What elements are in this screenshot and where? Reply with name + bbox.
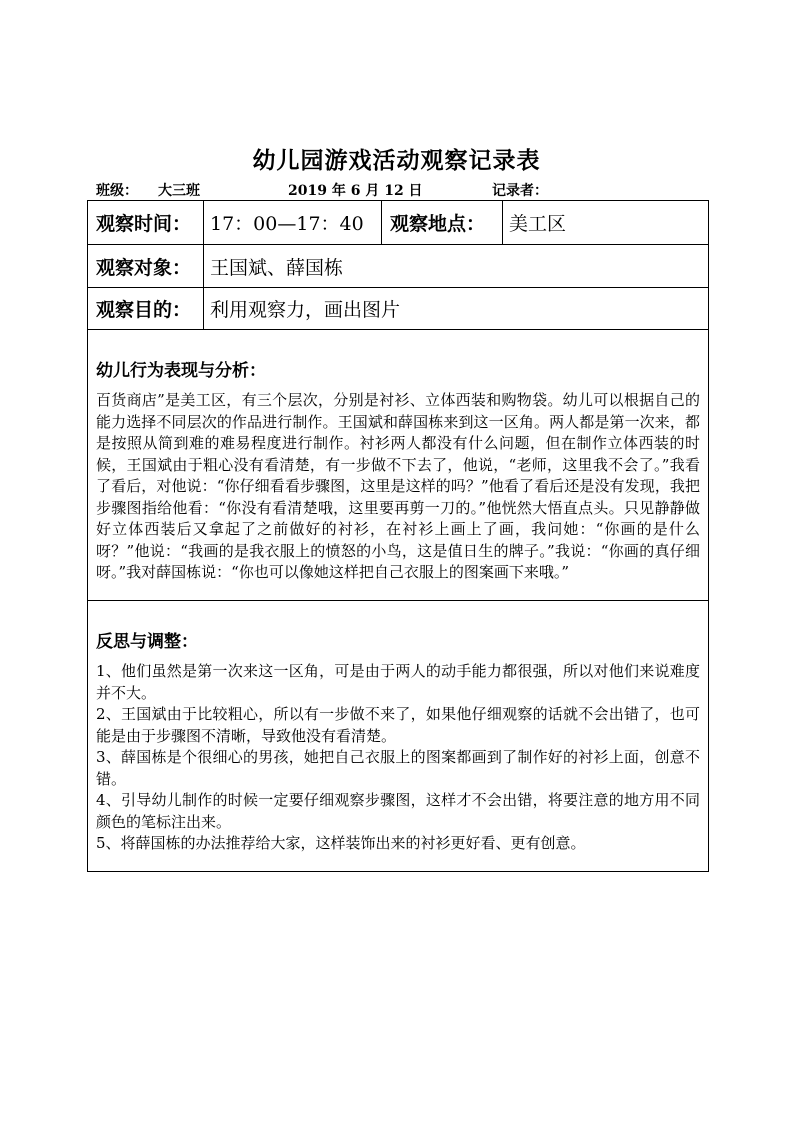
subject-value: 王国斌、薛国栋 bbox=[204, 245, 709, 288]
reflection-cell bbox=[88, 601, 709, 872]
reflection-item: 5、将薛国栋的办法推荐给大家，这样装饰出来的衬衫更好看、更有创意。 bbox=[96, 834, 586, 853]
document-title: 幼儿园游戏活动观察记录表 bbox=[252, 147, 541, 174]
observation-table bbox=[87, 200, 709, 872]
reflection-heading: 反思与调整： bbox=[96, 632, 198, 653]
reflection-item: 1、他们虽然是第一次来这一区角，可是由于两人的动手能力都很强，所以对他们来说难度并不大。 bbox=[96, 662, 700, 702]
time-place-row bbox=[88, 201, 709, 245]
reflection-item: 3、薛国栋是个很细心的男孩，她把自己衣服上的图案都画到了制作好的衬衫上面，创意不错。 bbox=[96, 748, 700, 788]
class-label: 班级： bbox=[96, 183, 138, 199]
analysis-heading: 幼儿行为表现与分析： bbox=[96, 361, 266, 382]
record-meta bbox=[96, 180, 716, 200]
analysis-cell bbox=[88, 330, 709, 601]
purpose-row bbox=[88, 288, 709, 330]
time-label: 观察时间： bbox=[88, 201, 204, 245]
time-value: 17：00—17：40 bbox=[204, 201, 382, 245]
analysis-text: 百货商店”是美工区，有三个层次，分别是衬衫、立体西装和购物袋。幼儿可以根据自己的能力选择不同层次的作品进行制作。王国斌和薛国栋来到这一区角。两人都是第一次来，都是按照从简到难的难易程度进行制作。衬衫两人都没有什么问题，但在制作立体西装的时候，王国斌由于粗心没有看清楚，有一步做不下去了，他说，“老师，这里我不会了。”我看了看后，对他说：“你仔细看看步骤图，这里是这样的吗？”他看了看后还是没有发现，我把步骤图指给他看：“你没有看清楚哦，这里要再剪一刀的。”他恍然大悟直点头。只见静静做好立体西装后又拿起了之前做好的衬衫，在衬衫上画上了画，我问她：“你画的是什么呀？”他说：“我画的是我衣服上的愤怒的小鸟，这是值日生的牌子。”我说：“你画的真仔细呀。”我对薛国栋说：“你也可以像她这样把自己衣服上的图案画下来哦。” bbox=[96, 391, 700, 582]
class-value: 大三班 bbox=[158, 183, 200, 199]
subject-row bbox=[88, 245, 709, 288]
subject-label: 观察对象： bbox=[88, 245, 204, 288]
reflection-item: 4、引导幼儿制作的时候一定要仔细观察步骤图，这样才不会出错，将要注意的地方用不同颜色的笔标注出来。 bbox=[96, 791, 700, 831]
analysis-row bbox=[88, 330, 709, 601]
purpose-value: 利用观察力，画出图片 bbox=[204, 288, 709, 330]
reflection-list bbox=[88, 652, 708, 855]
place-value: 美工区 bbox=[503, 201, 709, 245]
place-label: 观察地点： bbox=[382, 201, 503, 245]
purpose-label: 观察目的： bbox=[88, 288, 204, 330]
reflection-item: 2、王国斌由于比较粗心，所以有一步做不来了，如果他仔细观察的话就不会出错了，也可能是由于步骤图不清晰，导致他没有看清楚。 bbox=[96, 705, 700, 745]
recorder-label: 记录者： bbox=[492, 183, 548, 199]
reflection-row bbox=[88, 601, 709, 872]
record-date: 2019 年 6 月 12 日 bbox=[288, 183, 423, 199]
